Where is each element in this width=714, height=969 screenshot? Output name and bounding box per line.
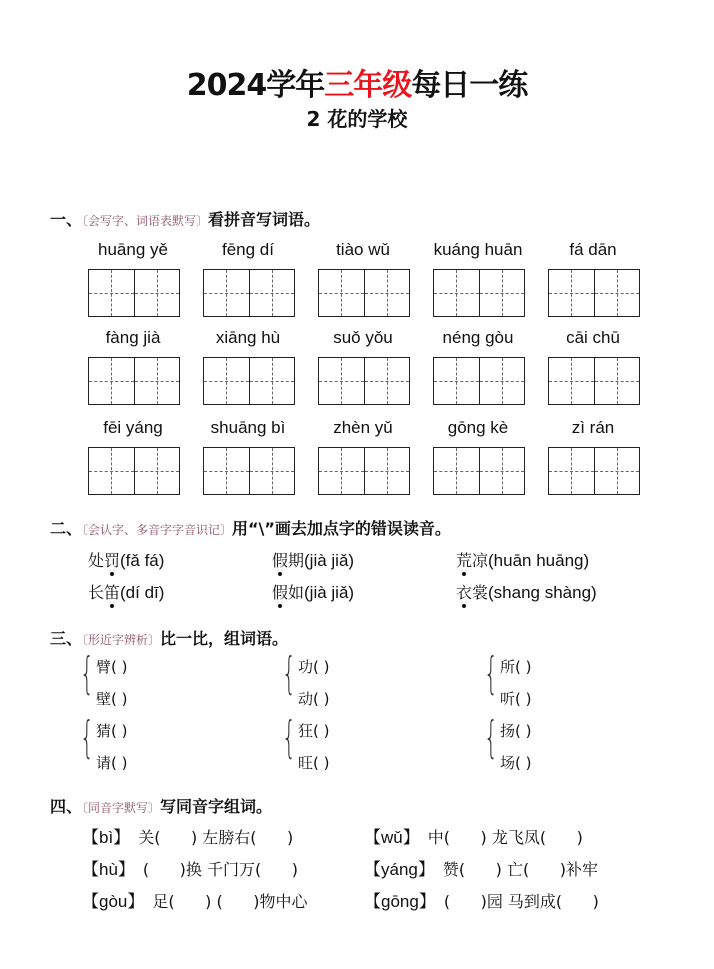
grid-cell[interactable] xyxy=(319,448,365,494)
pronunciation-item xyxy=(88,580,164,603)
brace-icon: { xyxy=(484,648,498,699)
grid-cell[interactable] xyxy=(135,358,180,404)
word-pair-blank[interactable]: 动( ) xyxy=(298,690,330,708)
word: 假期 xyxy=(272,551,305,570)
grid-cell[interactable] xyxy=(89,270,135,316)
grid-cell[interactable] xyxy=(250,448,295,494)
grid-cell[interactable] xyxy=(434,270,480,316)
pinyin-prompt: shuāng bì xyxy=(210,418,286,437)
grid-cell[interactable] xyxy=(595,358,640,404)
section-instruction: 用“\”画去加点字的错误读音。 xyxy=(232,519,451,538)
pinyin-label: 【gōng】 xyxy=(364,892,436,911)
word: 荒凉 xyxy=(456,551,489,570)
writing-grid-box[interactable] xyxy=(88,269,180,317)
pinyin-options[interactable]: (dí dī) xyxy=(120,583,165,602)
pinyin-prompt: xiāng hù xyxy=(215,328,281,347)
section-number: 一、 xyxy=(50,210,83,229)
word: 衣裳 xyxy=(456,583,489,602)
homophone-item xyxy=(364,823,583,848)
pinyin-options[interactable]: (shang shàng) xyxy=(488,583,597,602)
grid-cell[interactable] xyxy=(549,270,595,316)
grid-cell[interactable] xyxy=(319,270,365,316)
word-pair-blank[interactable]: 臂( ) xyxy=(96,658,128,676)
word-pair-blank[interactable]: 所( ) xyxy=(500,658,532,676)
pinyin-prompt: kuáng huān xyxy=(433,240,523,259)
writing-grid-box[interactable] xyxy=(433,357,525,405)
pronunciation-item xyxy=(272,548,354,571)
homophone-item xyxy=(364,887,599,912)
section-tag: 〔会认字、多音字字音识记〕 xyxy=(82,523,233,537)
grid-cell[interactable] xyxy=(480,358,525,404)
grid-cell[interactable] xyxy=(480,448,525,494)
writing-grid-box[interactable] xyxy=(88,447,180,495)
section-1-heading xyxy=(50,207,320,230)
brace-icon: { xyxy=(80,648,94,699)
grid-cell[interactable] xyxy=(89,448,135,494)
pinyin-prompt: gōng kè xyxy=(447,418,509,437)
emphasis-dot xyxy=(462,604,466,608)
grid-cell[interactable] xyxy=(480,270,525,316)
fill-in-blanks[interactable]: ( )园 马到成( ) xyxy=(443,892,599,911)
pinyin-prompt: fá dān xyxy=(569,240,617,259)
word-pair-blank[interactable]: 功( ) xyxy=(298,658,330,676)
writing-grid-box[interactable] xyxy=(318,269,410,317)
grid-cell[interactable] xyxy=(250,358,295,404)
section-tag: 〔同音字默写〕 xyxy=(82,801,161,815)
grid-cell[interactable] xyxy=(549,448,595,494)
word-pair-blank[interactable]: 场( ) xyxy=(500,754,532,772)
section-2-heading xyxy=(50,516,451,539)
grid-cell[interactable] xyxy=(250,270,295,316)
grid-cell[interactable] xyxy=(595,270,640,316)
writing-grid-box[interactable] xyxy=(203,447,295,495)
writing-grid-box[interactable] xyxy=(318,447,410,495)
writing-grid-box[interactable] xyxy=(548,269,640,317)
emphasis-dot xyxy=(110,604,114,608)
pinyin-prompt: zhèn yǔ xyxy=(333,418,393,437)
pinyin-prompt: suǒ yǒu xyxy=(333,328,393,347)
emphasis-dot xyxy=(110,572,114,576)
fill-in-blanks[interactable]: 赞( ) 亡( )补牢 xyxy=(442,860,598,879)
writing-grid-box[interactable] xyxy=(203,357,295,405)
section-number: 二、 xyxy=(50,519,83,538)
grid-cell[interactable] xyxy=(204,448,250,494)
section-number: 三、 xyxy=(50,629,83,648)
fill-in-blanks[interactable]: 足( ) ( )物中心 xyxy=(152,892,308,911)
brace-icon: { xyxy=(80,712,94,763)
word: 处罚 xyxy=(88,551,121,570)
pinyin-label: 【hù】 xyxy=(82,860,135,879)
word-pair-blank[interactable]: 狂( ) xyxy=(298,722,330,740)
writing-grid-box[interactable] xyxy=(433,269,525,317)
pinyin-prompt: fàng jià xyxy=(105,328,161,347)
writing-grid-box[interactable] xyxy=(433,447,525,495)
pinyin-options[interactable]: (fǎ fá) xyxy=(120,551,165,570)
homophone-item xyxy=(364,855,598,880)
word-pair-blank[interactable]: 扬( ) xyxy=(500,722,532,740)
writing-grid-box[interactable] xyxy=(88,357,180,405)
grid-cell[interactable] xyxy=(365,358,410,404)
writing-grid-box[interactable] xyxy=(548,447,640,495)
homophone-item xyxy=(82,823,293,848)
grid-cell[interactable] xyxy=(365,270,410,316)
pinyin-prompt: cāi chū xyxy=(566,328,620,347)
pinyin-prompt: fēi yáng xyxy=(103,418,163,437)
title-daily: 每日一练 xyxy=(411,68,528,103)
emphasis-dot xyxy=(462,572,466,576)
emphasis-dot xyxy=(278,604,282,608)
title-grade: 三年级 xyxy=(324,68,412,103)
word-pair-blank[interactable]: 猜( ) xyxy=(96,722,128,740)
section-tag: 〔会写字、词语表默写〕 xyxy=(82,214,209,228)
homophone-item xyxy=(82,887,307,912)
grid-cell[interactable] xyxy=(319,358,365,404)
writing-grid-box[interactable] xyxy=(203,269,295,317)
section-4-heading xyxy=(50,794,272,817)
pinyin-label: 【bì】 xyxy=(82,828,131,847)
worksheet-title xyxy=(0,60,714,104)
pinyin-label: 【gòu】 xyxy=(82,892,145,911)
pronunciation-item xyxy=(456,548,589,571)
pinyin-prompt: zì rán xyxy=(571,418,615,437)
grid-cell[interactable] xyxy=(204,270,250,316)
pinyin-label: 【wǔ】 xyxy=(364,828,420,847)
grid-cell[interactable] xyxy=(434,448,480,494)
grid-cell[interactable] xyxy=(365,448,410,494)
pinyin-options[interactable]: (jià jiǎ) xyxy=(304,583,355,602)
fill-in-blanks[interactable]: 中( ) 龙飞凤( ) xyxy=(427,828,583,847)
pronunciation-item xyxy=(456,580,597,603)
grid-cell[interactable] xyxy=(135,270,180,316)
grid-cell[interactable] xyxy=(135,448,180,494)
writing-grid-box[interactable] xyxy=(318,357,410,405)
section-number: 四、 xyxy=(50,797,83,816)
brace-icon: { xyxy=(282,648,296,699)
brace-icon: { xyxy=(282,712,296,763)
pinyin-prompt: tiào wǔ xyxy=(336,240,390,259)
pinyin-prompt: huāng yě xyxy=(98,240,168,259)
word-pair-blank[interactable]: 旺( ) xyxy=(298,754,330,772)
grid-cell[interactable] xyxy=(434,358,480,404)
section-3-heading xyxy=(50,626,288,649)
grid-cell[interactable] xyxy=(595,448,640,494)
pinyin-options[interactable]: (huān huāng) xyxy=(488,551,590,570)
homophone-item xyxy=(82,855,298,880)
grid-cell[interactable] xyxy=(549,358,595,404)
pinyin-prompt: fēng dí xyxy=(222,240,274,259)
section-instruction: 看拼音写词语。 xyxy=(208,210,321,229)
pinyin-prompt: néng gòu xyxy=(442,328,514,347)
word-pair-blank[interactable]: 听( ) xyxy=(500,690,532,708)
word-pair-blank[interactable]: 壁( ) xyxy=(96,690,128,708)
pinyin-label: 【yáng】 xyxy=(364,860,435,879)
grid-cell[interactable] xyxy=(204,358,250,404)
section-instruction: 比一比，组词语。 xyxy=(160,629,289,648)
section-instruction: 写同音字组词。 xyxy=(160,797,273,816)
pronunciation-item xyxy=(88,548,164,571)
word: 假如 xyxy=(272,583,305,602)
emphasis-dot xyxy=(278,572,282,576)
pronunciation-item xyxy=(272,580,354,603)
fill-in-blanks[interactable]: ( )换 千门万( ) xyxy=(142,860,299,879)
writing-grid-box[interactable] xyxy=(548,357,640,405)
brace-icon: { xyxy=(484,712,498,763)
grid-cell[interactable] xyxy=(89,358,135,404)
lesson-title: 2 花的学校 xyxy=(306,107,408,131)
title-year: 2024学年 xyxy=(186,68,325,103)
fill-in-blanks[interactable]: 关( ) 左膀右( ) xyxy=(138,828,294,847)
word-pair-blank[interactable]: 请( ) xyxy=(96,754,128,772)
section-tag: 〔形近字辨析〕 xyxy=(82,633,161,647)
word: 长笛 xyxy=(88,583,121,602)
pinyin-options[interactable]: (jià jiǎ) xyxy=(304,551,355,570)
